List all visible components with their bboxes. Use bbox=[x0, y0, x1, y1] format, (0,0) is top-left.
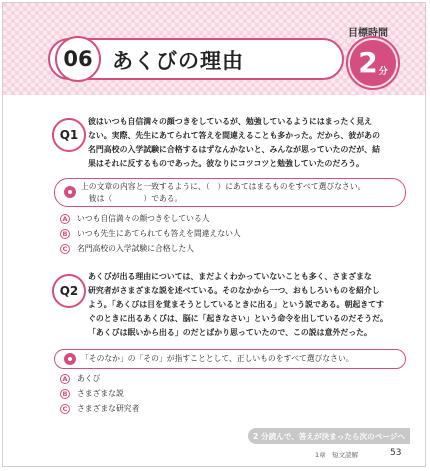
q2-badge: Q2 bbox=[52, 274, 86, 308]
choice-text: 名門高校の入学試験に合格した人 bbox=[77, 244, 194, 253]
choice-text: さまざまな研究者 bbox=[77, 404, 140, 413]
q2-choice-b[interactable] bbox=[60, 386, 400, 401]
choice-mark-b: B bbox=[60, 389, 70, 399]
choice-text: あくび bbox=[77, 374, 101, 383]
q1-prompt bbox=[81, 181, 365, 205]
q2-choice-a[interactable] bbox=[60, 371, 400, 386]
q1-passage-line: 名門高校の入学試験に合格するはずなんかないと、みんなが思っていたのだが、結 bbox=[88, 145, 380, 154]
q2-prompt-box bbox=[54, 349, 406, 369]
q2-prompt: 「そのなか」の「その」が指すこととして、正しいものをすべて選びなさい。 bbox=[81, 354, 354, 363]
page-title: あくびの理由 bbox=[112, 49, 244, 73]
goal-time-value: 2 bbox=[358, 46, 378, 79]
choice-mark-a: A bbox=[60, 214, 70, 224]
q1-badge: Q1 bbox=[52, 118, 86, 152]
goal-time-label: 目標時間 bbox=[348, 28, 388, 39]
q2-passage-line: 「あくびは眠いから出る」のだとばかり思っていたので、この説は意外だった。 bbox=[88, 328, 372, 337]
choice-mark-a: A bbox=[60, 374, 70, 384]
q2-passage-line: あくびが出る理由については、まだよくわかっていないことも多く、さまざまな bbox=[88, 272, 372, 281]
choice-text: いつも先生にあてられても答えを間違えない人 bbox=[77, 229, 241, 238]
goal-time-badge bbox=[350, 40, 396, 86]
q1-passage-line: 彼はいつも自信満々の顔つきをしているが、勉強しているようにはまったく見え bbox=[88, 117, 373, 126]
q2-passage-line: ぐのときに出るあくびは、脳に「起きなさい」という命令を出しているのだそうだ。 bbox=[88, 314, 388, 323]
q1-prompt-line: 彼は（ ）である。 bbox=[81, 194, 183, 203]
q2-choices bbox=[60, 371, 400, 416]
q1-prompt-box bbox=[54, 178, 406, 207]
choice-mark-b: B bbox=[60, 229, 70, 239]
q1-choice-c[interactable] bbox=[60, 241, 400, 256]
q2-choice-c[interactable] bbox=[60, 401, 400, 416]
q2-passage bbox=[88, 270, 406, 340]
lesson-number: 06 bbox=[55, 36, 101, 82]
q1-prompt-line: 上の文章の内容と一致するように、（ ）にあてはまるものをすべて選びなさい。 bbox=[81, 182, 366, 191]
q1-passage-line: 果はそれに反するものであった。彼なりにコツコツと勉強していたのだろう。 bbox=[88, 159, 364, 168]
q1-passage-line: ない。実際、先生にあてられて答えを間違えることも多かった。だから、彼があの bbox=[88, 131, 380, 140]
question-dot-icon bbox=[64, 353, 76, 365]
q2-passage-line: 研究者がさまざまな説を述べている。そのなかから一つ、おもしろいものを紹介し bbox=[88, 286, 380, 295]
choice-text: さまざまな説 bbox=[77, 389, 124, 398]
choice-mark-c: C bbox=[60, 404, 70, 414]
choice-mark-c: C bbox=[60, 244, 70, 254]
q1-passage bbox=[88, 115, 406, 171]
question-dot-icon bbox=[64, 186, 76, 198]
q1-choice-a[interactable] bbox=[60, 211, 400, 226]
next-page-tag: 2 分読んで、答えが決まったら次のページへ bbox=[248, 428, 410, 444]
page-number: 53 bbox=[390, 448, 402, 458]
chapter-label: 1章 短文読解 bbox=[315, 451, 359, 459]
q2-passage-line: よう。「あくびは目を覚まそうとしているときに出る」という説である。朝起きてす bbox=[88, 300, 384, 309]
goal-time-unit: 分 bbox=[378, 67, 388, 77]
q1-choices bbox=[60, 211, 400, 256]
q1-choice-b[interactable] bbox=[60, 226, 400, 241]
choice-text: いつも自信満々の顔つきをしている人 bbox=[77, 214, 210, 223]
